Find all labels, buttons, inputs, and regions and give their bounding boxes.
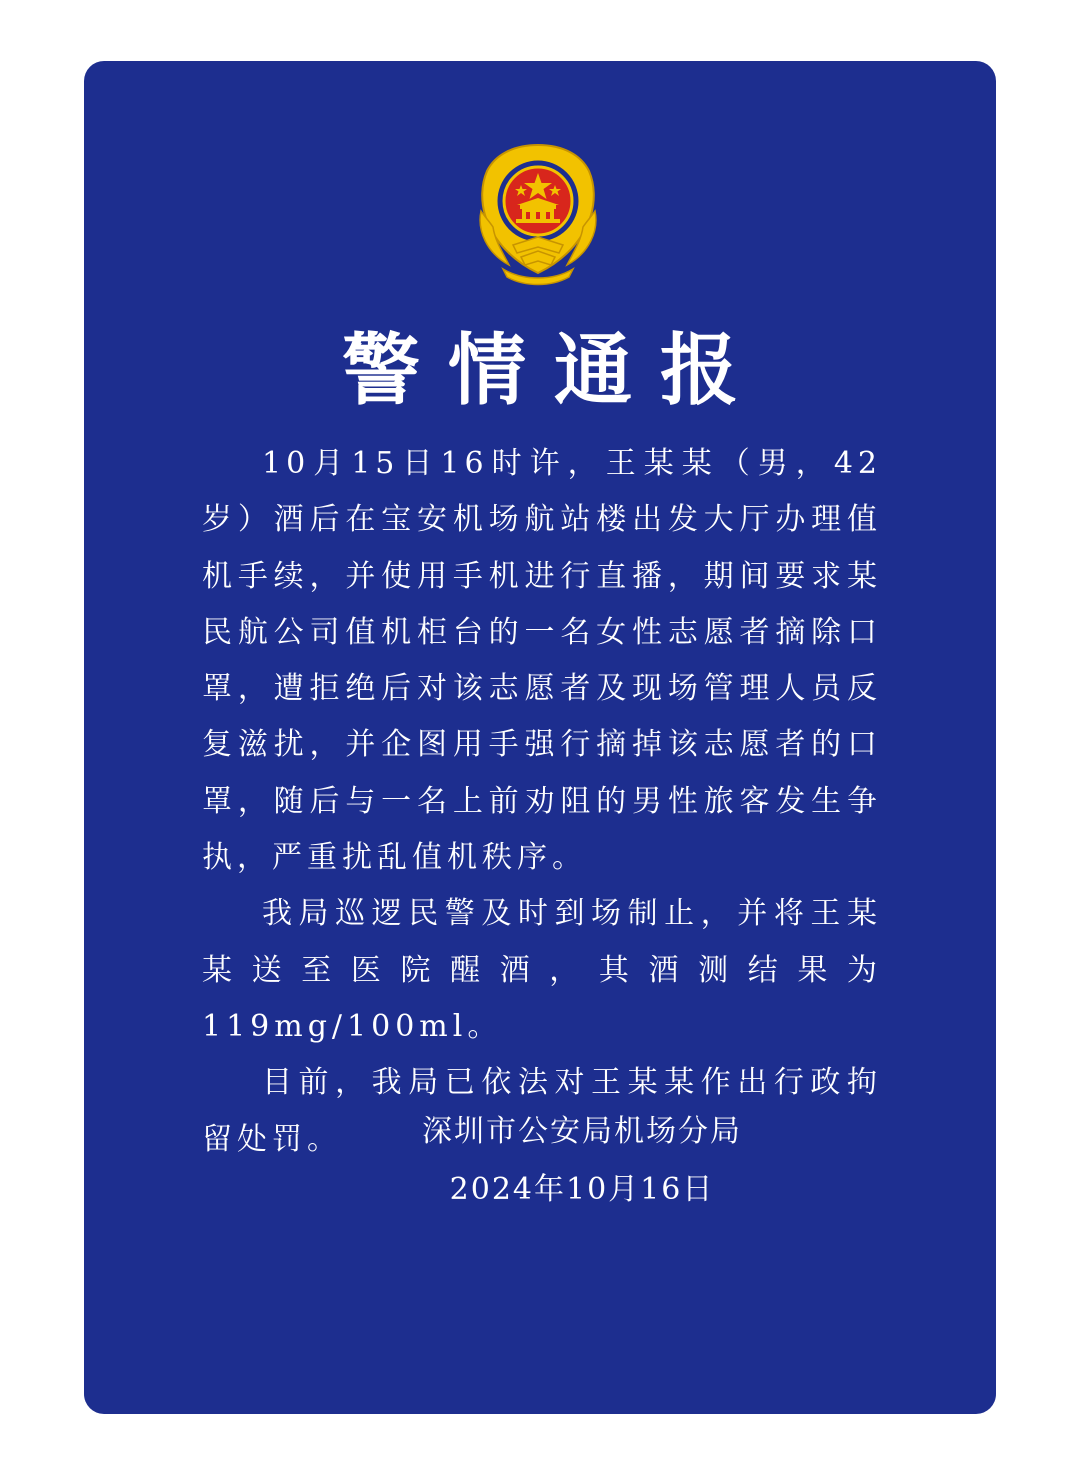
notice-paragraph: 10月15日16时许，王某某（男，42岁）酒后在宝安机场航站楼出发大厅办理值机手续，并使用手机进行直播，期间要求某民航公司值机柜台的一名女性志愿者摘除口罩，遭拒绝后对该志愿者及现场管理人员反复滋扰，并企图用手强行摘掉该志愿者的口罩，随后与一名上前劝阻的男性旅客发生争执，严重扰乱值机秩序。 xyxy=(202,446,882,876)
signature-block xyxy=(84,1103,996,1219)
notice-paragraph: 我局巡逻民警及时到场制止，并将王某某送至医院醒酒，其酒测结果为119mg/100ml。 xyxy=(202,896,882,1044)
issuer: 深圳市公安局机场分局 xyxy=(422,1114,742,1149)
notice-paragraph: 目前，我局已依法对王某某作出行政拘留处罚。 xyxy=(202,1065,882,1157)
notice-title: 警情通报 xyxy=(341,325,766,416)
police-emblem-icon xyxy=(473,141,603,287)
notice-body xyxy=(202,436,882,1168)
issue-date: 2024年10月16日 xyxy=(449,1172,715,1207)
notice-card xyxy=(84,61,996,1414)
